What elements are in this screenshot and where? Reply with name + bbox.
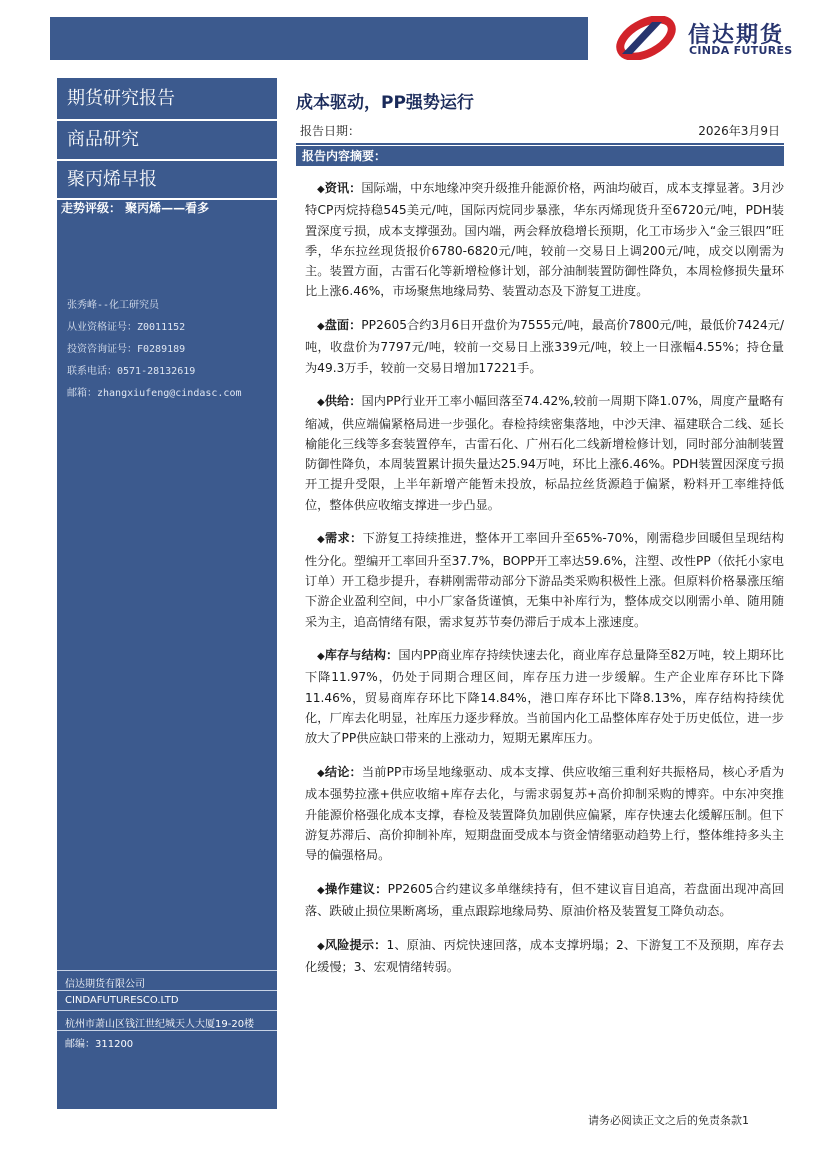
paragraph-text: PP2605合约建议多单继续持有，但不建议盲目追高，若盘面出现冲高回落、跌破止损位果断离场，重点跟踪地缘局势、原油价格及装置复工降负动态。 xyxy=(305,881,785,918)
paragraph-lead: 库存与结构： xyxy=(324,648,399,663)
sidebar-item-report-type: 期货研究报告 xyxy=(67,88,175,109)
paragraph-text: 当前PP市场呈地缘驱动、成本支撑、供应收缩三重利好共振格局，核心矛盾为成本强势拉涨+供应收缩+库存去化，与需求弱复苏+高价抑制采购的博弈。中东冲突推升能源价格强化成本支撑，春检及装置降负加剧供应偏紧，库存快速去化缓解压制。但下游复苏滞后、高价抑制补库，短期盘面受成本与资金情绪驱动趋势上行，整体维持多头主导的偏强格局。 xyxy=(305,764,785,863)
paragraph-strategy xyxy=(305,879,784,922)
header-rule xyxy=(296,143,784,145)
paragraph-lead: 需求： xyxy=(325,531,363,546)
paragraph-lead: 资讯： xyxy=(324,181,362,195)
paragraph-text: 国内PP商业库存持续快速去化，商业库存总量降至82万吨，较上期环比下降11.97%，仍处于同期合理区间，库存压力进一步缓解。生产企业库存环比下降11.46%，贸易商库存环比下降14.84%，港口库存环比下降8.13%，库存结构持续优化，厂库去化明显，社库压力逐步释放。当前国内化工品整体库存处于历史低位，进一步放大了PP供应缺口带来的上涨动力，短期无累库压力。 xyxy=(305,648,784,746)
sidebar-item-product: 聚丙烯早报 xyxy=(67,169,157,190)
paragraph-text: 国内PP行业开工率小幅回落至74.42%,较前一周期下降1.07%，周度产量略有缩减，供应端偏紧格局进一步强化。春检持续密集落地，中沙天津、福建联合二线、延长榆能化三线等多套装置停车，古雷石化、广州石化二线新增检修计划，同时部分油制装置防御性降负，本周装置累计损失量达25.94万吨，环比上涨6.46%。PDH装置因深度亏损开工提升受限，上半年新增产能暂未投放，标品拉丝货源趋于偏紧，粉料开工率维持低位，整体供应收缩支撑进一步凸显。 xyxy=(305,394,784,512)
header-banner xyxy=(50,17,588,60)
diamond-bullet-icon: ◆ xyxy=(317,767,325,779)
company-site: CINDAFUTURESCO.LTD xyxy=(65,995,179,1006)
paragraph-conclusion xyxy=(305,762,784,865)
paragraph-supply xyxy=(305,391,784,515)
sidebar-footer-divider xyxy=(57,1030,277,1031)
paragraph-lead: 风险提示： xyxy=(324,937,387,952)
paragraph-lead: 供给： xyxy=(324,394,362,409)
paragraph-demand xyxy=(305,528,784,631)
logo-chinese-text: 信达期货 xyxy=(688,23,785,48)
sidebar-footer-divider xyxy=(57,990,277,991)
diamond-bullet-icon: ◆ xyxy=(317,884,326,896)
paragraph-lead: 操作建议： xyxy=(325,881,388,896)
paragraph-text: 1、原油、丙烷快速回落，成本支撑坍塌；2、下游复工不及预期，库存去化缓慢；3、宏观情绪转弱。 xyxy=(305,937,784,974)
summary-heading: 报告内容摘要： xyxy=(296,146,784,166)
cinda-logo-icon xyxy=(612,16,678,60)
paragraph-lead: 结论： xyxy=(324,764,362,779)
company-address: 杭州市萧山区钱江世纪城天人大厦19-20楼 xyxy=(65,1019,255,1030)
company-postcode: 邮编：311200 xyxy=(65,1039,134,1050)
diamond-bullet-icon: ◆ xyxy=(317,397,325,409)
paragraph-news xyxy=(305,178,784,302)
trend-rating: 走势评级： 聚丙烯——看多 xyxy=(61,201,210,215)
paragraph-text: 下游复工持续推进，整体开工率回升至65%-70%，刚需稳步回暖但呈现结构性分化。塑编开工率回升至37.7%，BOPP开工率达59.6%，注塑、改性PP（依托小家电订单）开工稳步提升，春耕刚需带动部分下游品类采购积极性上涨。但原料价格暴涨压缩下游企业盈利空间，中小厂家备货谨慎，无集中补库行为，整体成交以刚需小单、随用随采为主，追高情绪有限，需求复苏节奏仍滞后于成本上涨速度。 xyxy=(305,531,784,629)
diamond-bullet-icon: ◆ xyxy=(317,321,325,333)
report-content xyxy=(305,178,784,990)
paragraph-text: PP2605合约3月6日开盘价为7555元/吨，最高价7800元/吨，最低价7424元/吨，收盘价为7797元/吨，较前一交易日上涨339元/吨，较上一日涨幅4.55%；持仓量为49.3万手，较前一交易日增加17221手。 xyxy=(305,318,785,375)
diamond-bullet-icon: ◆ xyxy=(317,651,325,663)
paragraph-lead: 盘面： xyxy=(324,318,362,333)
report-title: 成本驱动，PP强势运行 xyxy=(296,93,474,113)
sidebar-item-category: 商品研究 xyxy=(67,129,139,150)
sidebar-footer-divider xyxy=(57,1010,277,1011)
analyst-name: 张秀峰--化工研究员 xyxy=(67,300,160,311)
report-date-label: 报告日期： xyxy=(300,124,361,138)
paragraph-inventory xyxy=(305,645,784,748)
logo-english-text: CINDA FUTURES xyxy=(689,44,793,57)
diamond-bullet-icon: ◆ xyxy=(317,534,326,546)
company-logo xyxy=(612,16,812,60)
analyst-consulting-id: 投资咨询证号：F0289189 xyxy=(67,344,186,355)
paragraph-text: 国际端，中东地缘冲突升级推升能源价格，两油均破百，成本支撑显著。3月沙特CP丙烷持稳545美元/吨，国际丙烷同步暴涨，华东丙烯现货升至6720元/吨，PDH装置深度亏损，成本支撑强劲。国内端，两会释放稳增长预期，化工市场步入“金三银四”旺季，华东拉丝现货报价6780-6820元/吨，较前一交易日上调200元/吨，成交以刚需为主。装置方面，古雷石化等新增检修计划，部分油制装置防御性降负，本周检修损失量环比上涨6.46%，市场聚焦地缘局势、装置动态及下游复工进度。 xyxy=(305,181,784,299)
analyst-qualification: 从业资格证号：Z0011152 xyxy=(67,322,186,333)
disclaimer-footnote: 请务必阅读正文之后的免责条款1 xyxy=(588,1114,749,1127)
paragraph-market xyxy=(305,315,784,378)
analyst-email[interactable]: 邮箱：zhangxiufeng@cindasc.com xyxy=(67,388,242,399)
company-name: 信达期货有限公司 xyxy=(65,979,145,990)
report-date-value: 2026年3月9日 xyxy=(698,124,780,138)
sidebar xyxy=(57,78,277,1109)
analyst-phone: 联系电话：0571-28132619 xyxy=(67,366,196,377)
paragraph-risk xyxy=(305,935,784,978)
diamond-bullet-icon: ◆ xyxy=(317,940,325,952)
sidebar-footer-divider xyxy=(57,970,277,971)
diamond-bullet-icon: ◆ xyxy=(317,184,325,195)
